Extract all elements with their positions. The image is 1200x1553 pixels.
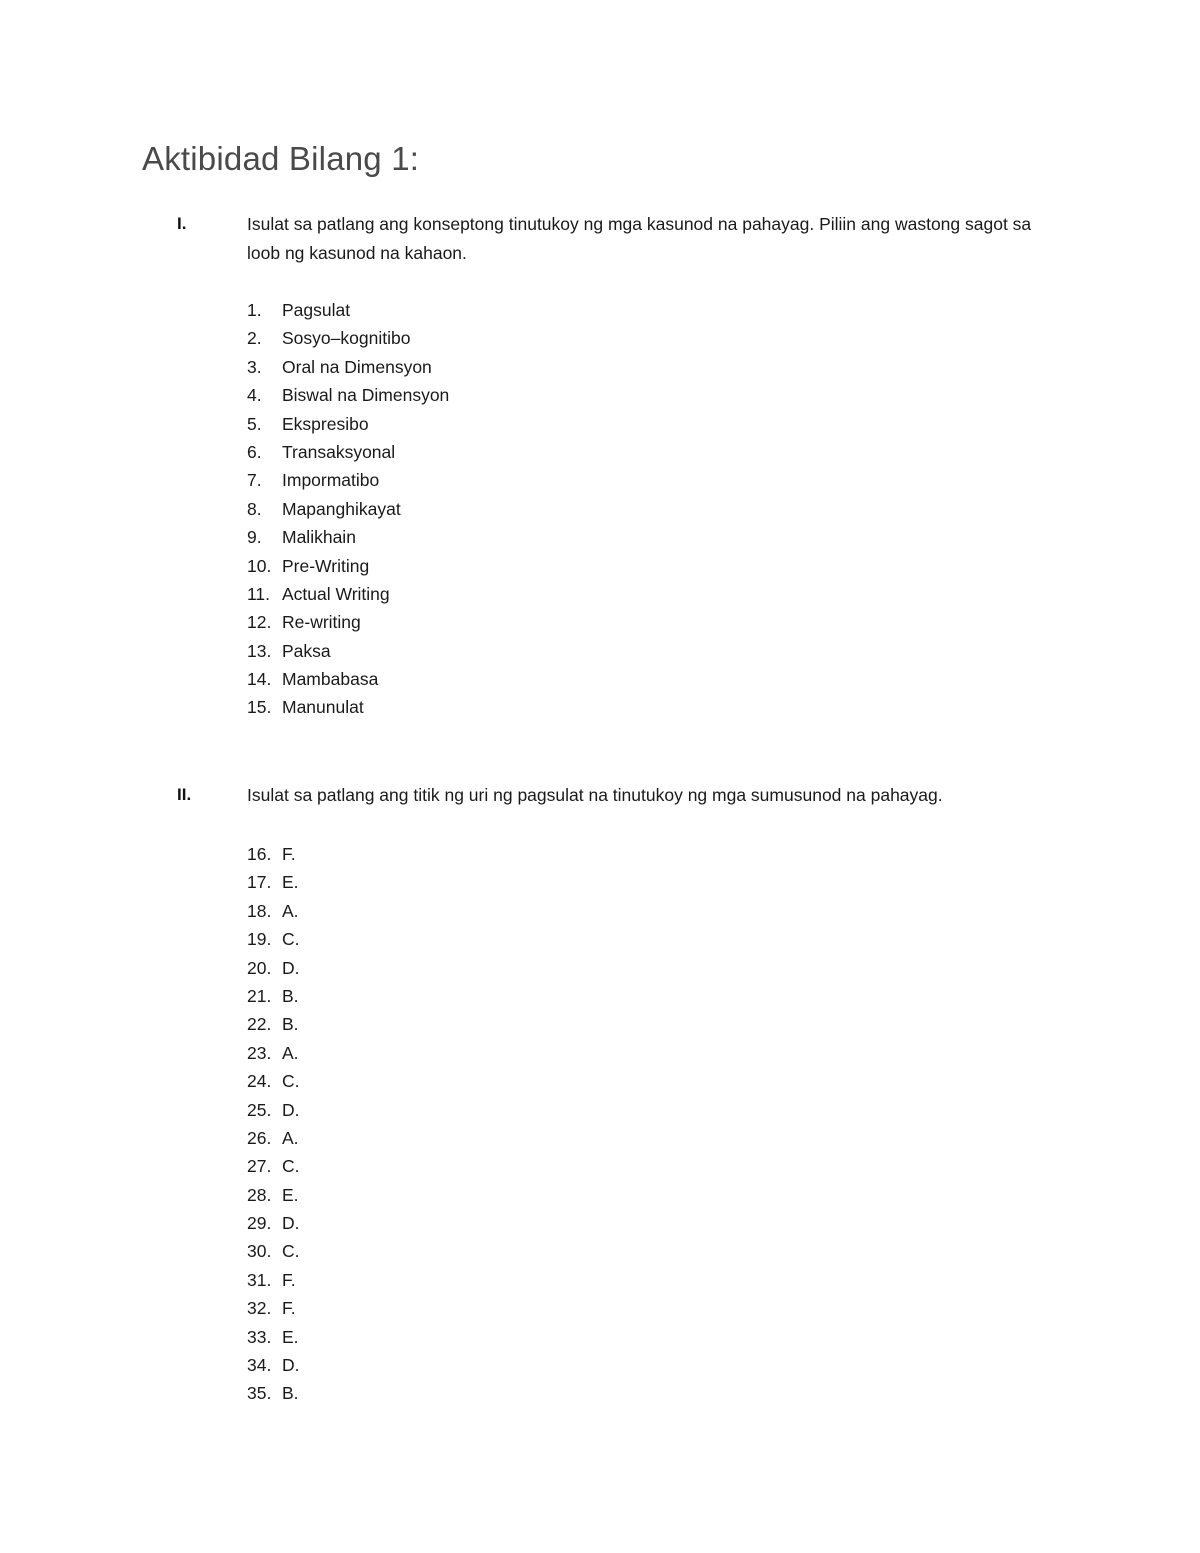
item-answer: Impormatibo bbox=[282, 470, 380, 491]
list-item bbox=[247, 296, 449, 324]
item-answer: Re-writing bbox=[282, 612, 361, 633]
item-number: 16. bbox=[247, 844, 272, 864]
item-answer: A. bbox=[282, 1127, 299, 1148]
item-number: 6. bbox=[247, 441, 262, 462]
item-answer: Oral na Dimensyon bbox=[282, 356, 432, 377]
item-number: 12. bbox=[247, 612, 272, 633]
section-2-number: II. bbox=[177, 785, 192, 804]
item-number: 32. bbox=[247, 1298, 272, 1319]
section-1-number: I. bbox=[177, 214, 187, 233]
item-number: 22. bbox=[247, 1014, 272, 1035]
item-number: 28. bbox=[247, 1184, 272, 1205]
item-number: 25. bbox=[247, 1099, 272, 1120]
list-item bbox=[247, 1096, 300, 1124]
item-number: 4. bbox=[247, 385, 262, 406]
list-item bbox=[247, 1237, 300, 1265]
item-answer: D. bbox=[282, 1355, 300, 1376]
list-item bbox=[247, 1209, 300, 1237]
list-item bbox=[247, 897, 300, 925]
item-answer: C. bbox=[282, 929, 300, 950]
item-answer: F. bbox=[282, 1269, 296, 1290]
item-number: 15. bbox=[247, 697, 272, 718]
list-item bbox=[247, 353, 449, 381]
list-item bbox=[247, 954, 300, 982]
item-number: 20. bbox=[247, 957, 272, 978]
item-answer: D. bbox=[282, 957, 300, 978]
list-item bbox=[247, 1124, 300, 1152]
list-item bbox=[247, 1181, 300, 1209]
section-1-answer-list bbox=[247, 296, 449, 722]
item-number: 8. bbox=[247, 498, 262, 519]
item-answer: E. bbox=[282, 872, 299, 893]
list-item bbox=[247, 1351, 300, 1379]
item-answer: Mambabasa bbox=[282, 669, 379, 690]
section-1-instruction: Isulat sa patlang ang konseptong tinutukoy ng mga kasunod na pahayag. Piliin ang wastong sagot sa loob ng kasunod na kahaon. bbox=[247, 214, 1032, 263]
item-answer: E. bbox=[282, 1184, 299, 1205]
item-number: 7. bbox=[247, 470, 262, 491]
item-answer: Pagsulat bbox=[282, 300, 351, 320]
section-2-answer-list bbox=[247, 840, 300, 1408]
list-item bbox=[247, 637, 449, 665]
item-answer: D. bbox=[282, 1213, 300, 1234]
list-item bbox=[247, 840, 300, 868]
item-number: 17. bbox=[247, 872, 272, 893]
list-item bbox=[247, 1379, 300, 1407]
list-item bbox=[247, 552, 449, 580]
item-answer: B. bbox=[282, 1014, 299, 1035]
item-number: 2. bbox=[247, 328, 262, 349]
item-number: 23. bbox=[247, 1042, 272, 1063]
item-answer: Pre-Writing bbox=[282, 555, 370, 576]
item-number: 27. bbox=[247, 1156, 272, 1177]
list-item bbox=[247, 925, 300, 953]
list-item bbox=[247, 1152, 300, 1180]
item-answer: A. bbox=[282, 1042, 299, 1063]
item-number: 26. bbox=[247, 1127, 272, 1148]
list-item bbox=[247, 466, 449, 494]
item-answer: C. bbox=[282, 1071, 300, 1092]
list-item bbox=[247, 982, 300, 1010]
list-item bbox=[247, 1294, 300, 1322]
item-number: 9. bbox=[247, 527, 262, 548]
item-number: 13. bbox=[247, 640, 272, 661]
list-item bbox=[247, 495, 449, 523]
list-item bbox=[247, 410, 449, 438]
list-item bbox=[247, 665, 449, 693]
item-answer: C. bbox=[282, 1241, 300, 1262]
item-answer: B. bbox=[282, 985, 299, 1006]
page-title: Aktibidad Bilang 1: bbox=[142, 140, 420, 177]
item-number: 21. bbox=[247, 985, 272, 1006]
item-number: 5. bbox=[247, 413, 262, 434]
item-number: 18. bbox=[247, 900, 272, 921]
item-number: 14. bbox=[247, 669, 272, 690]
list-item bbox=[247, 523, 449, 551]
item-number: 24. bbox=[247, 1071, 272, 1092]
item-answer: A. bbox=[282, 900, 299, 921]
list-item bbox=[247, 381, 449, 409]
section-2-instruction: Isulat sa patlang ang titik ng uri ng pagsulat na tinutukoy ng mga sumusunod na pahayag. bbox=[247, 785, 943, 805]
item-number: 3. bbox=[247, 356, 262, 377]
list-item bbox=[247, 438, 449, 466]
item-answer: Paksa bbox=[282, 640, 331, 661]
item-number: 33. bbox=[247, 1326, 272, 1347]
list-item bbox=[247, 580, 449, 608]
list-item bbox=[247, 868, 300, 896]
list-item bbox=[247, 1039, 300, 1067]
item-answer: Ekspresibo bbox=[282, 413, 369, 434]
item-number: 1. bbox=[247, 300, 262, 320]
item-answer: Malikhain bbox=[282, 527, 356, 548]
item-answer: C. bbox=[282, 1156, 300, 1177]
item-number: 35. bbox=[247, 1383, 272, 1404]
item-answer: F. bbox=[282, 844, 296, 864]
item-number: 29. bbox=[247, 1213, 272, 1234]
item-answer: D. bbox=[282, 1099, 300, 1120]
item-answer: Biswal na Dimensyon bbox=[282, 385, 450, 406]
item-answer: F. bbox=[282, 1298, 296, 1319]
item-number: 19. bbox=[247, 929, 272, 950]
item-answer: E. bbox=[282, 1326, 299, 1347]
item-answer: Sosyo–kognitibo bbox=[282, 328, 411, 349]
list-item bbox=[247, 1323, 300, 1351]
item-answer: Actual Writing bbox=[282, 583, 390, 604]
item-number: 30. bbox=[247, 1241, 272, 1262]
item-number: 31. bbox=[247, 1269, 272, 1290]
item-answer: Manunulat bbox=[282, 697, 364, 718]
list-item bbox=[247, 1266, 300, 1294]
item-answer: Mapanghikayat bbox=[282, 498, 401, 519]
list-item bbox=[247, 1010, 300, 1038]
item-number: 10. bbox=[247, 555, 272, 576]
list-item bbox=[247, 324, 449, 352]
item-answer: Transaksyonal bbox=[282, 441, 396, 462]
item-number: 11. bbox=[247, 583, 271, 604]
item-answer: B. bbox=[282, 1383, 299, 1404]
item-number: 34. bbox=[247, 1355, 272, 1376]
list-item bbox=[247, 1067, 300, 1095]
list-item bbox=[247, 608, 449, 636]
list-item bbox=[247, 693, 449, 721]
